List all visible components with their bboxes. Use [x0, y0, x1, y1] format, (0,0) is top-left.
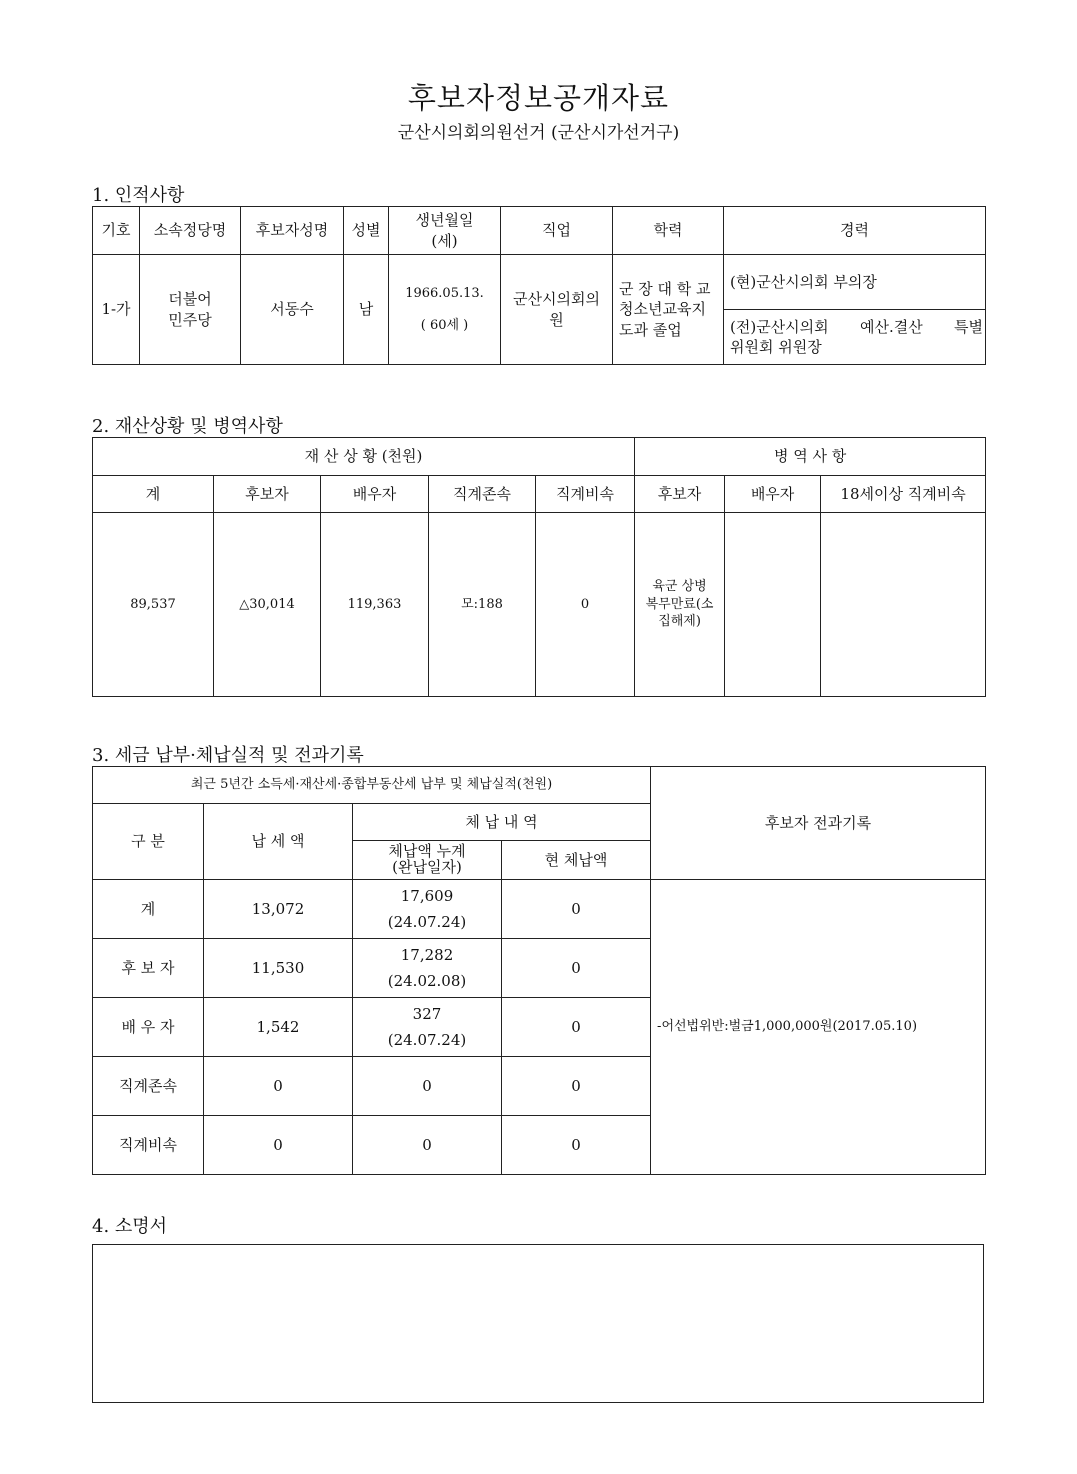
header-birth-l1: 생년월일	[415, 211, 474, 230]
military-header: 병 역 사 항	[635, 438, 986, 476]
property-col-candidate: 후보자	[214, 476, 321, 513]
tax-row-label: 계	[93, 880, 204, 939]
header-career: 경력	[724, 207, 986, 255]
tax-record-table	[92, 766, 986, 1175]
military-spouse	[725, 513, 821, 697]
statement-box	[92, 1244, 984, 1403]
cell-party-l1: 더불어	[168, 290, 212, 309]
cell-education-l2: 청소년교육지	[619, 300, 706, 319]
cell-gender: 남	[344, 255, 389, 365]
header-birth-l2: (세)	[431, 231, 458, 250]
tax-row-arrears-total: 327	[412, 1004, 442, 1023]
doc-subtitle: 군산시의회의원선거 (군산시가선거구)	[397, 123, 680, 143]
header-party: 소속정당명	[140, 207, 241, 255]
tax-row-label: 직계존속	[93, 1057, 204, 1116]
cell-name: 서동수	[241, 255, 344, 365]
tax-row-paid: 0	[204, 1057, 353, 1116]
property-col-descendants: 직계비속	[536, 476, 635, 513]
property-ascendants: 모:188	[429, 513, 536, 697]
property-spouse: 119,363	[321, 513, 429, 697]
military-col-children: 18세이상 직계비속	[821, 476, 986, 513]
cell-party-l2: 민주당	[168, 310, 212, 329]
cell-symbol: 1-가	[93, 255, 140, 365]
tax-col-arrears-total-l2: (완납일자)	[392, 858, 462, 876]
military-candidate-l1: 육군 상병	[652, 579, 707, 595]
tax-row-current: 0	[502, 880, 651, 939]
tax-row-arrears	[353, 880, 502, 939]
property-descendants: 0	[536, 513, 635, 697]
property-military-table	[92, 437, 986, 697]
criminal-record: -어선법위반:벌금1,000,000원(2017.05.10)	[651, 880, 986, 1175]
tax-col-arrears-total	[353, 841, 502, 880]
cell-education-l3: 도과 졸업	[619, 320, 682, 339]
cell-job-l1: 군산시의회의	[513, 290, 600, 309]
cell-career-2-l1: (전)군산시의회 예산.결산 특별	[730, 317, 983, 336]
tax-row-current: 0	[502, 1057, 651, 1116]
tax-row-paid: 13,072	[204, 880, 353, 939]
header-name: 후보자성명	[241, 207, 344, 255]
military-children	[821, 513, 986, 697]
doc-title: 후보자정보공개자료	[407, 81, 670, 115]
cell-education-l1: 군 장 대 학 교	[619, 280, 711, 299]
tax-row-arrears-date: (24.07.24)	[387, 1031, 467, 1049]
property-col-ascendants: 직계존속	[429, 476, 536, 513]
tax-col-paid: 납 세 액	[204, 804, 353, 880]
tax-row-label: 직계비속	[93, 1116, 204, 1175]
cell-birth-date: 1966.05.13.	[405, 285, 484, 301]
tax-row-paid: 1,542	[204, 998, 353, 1057]
section2-heading: 2. 재산상황 및 병역사항	[92, 416, 283, 437]
tax-col-arrears-total-l1: 체납액 누계	[388, 842, 466, 861]
property-total: 89,537	[93, 513, 214, 697]
cell-age: ( 60세 )	[420, 317, 469, 333]
personal-info-table	[92, 206, 986, 365]
tax-col-arrears: 체 납 내 역	[353, 804, 651, 841]
tax-row-current: 0	[502, 1116, 651, 1175]
tax-row-arrears	[353, 939, 502, 998]
tax-row-paid: 0	[204, 1116, 353, 1175]
property-header: 재 산 상 황 (천원)	[93, 438, 635, 476]
section4-heading: 4. 소명서	[92, 1216, 168, 1237]
tax-row-arrears-date: (24.02.08)	[387, 972, 467, 990]
section3-heading: 3. 세금 납부·체납실적 및 전과기록	[92, 745, 364, 766]
tax-header: 최근 5년간 소득세·재산세·종합부동산세 납부 및 체납실적(천원)	[93, 767, 651, 804]
cell-job-l2: 원	[549, 310, 564, 329]
header-job: 직업	[501, 207, 613, 255]
military-candidate	[635, 513, 725, 697]
military-col-candidate: 후보자	[635, 476, 725, 513]
tax-row-arrears-total: 17,282	[400, 945, 454, 964]
header-gender: 성별	[344, 207, 389, 255]
header-education: 학력	[613, 207, 724, 255]
cell-education	[613, 255, 724, 365]
military-col-spouse: 배우자	[725, 476, 821, 513]
tax-col-current: 현 체납액	[502, 841, 651, 880]
section1-heading: 1. 인적사항	[92, 185, 185, 206]
property-col-total: 계	[93, 476, 214, 513]
tax-row-current: 0	[502, 939, 651, 998]
tax-row-label: 후 보 자	[93, 939, 204, 998]
record-header: 후보자 전과기록	[651, 767, 986, 880]
cell-birth	[389, 255, 501, 365]
military-candidate-l3: 집해제)	[658, 614, 701, 630]
tax-row-current: 0	[502, 998, 651, 1057]
header-symbol: 기호	[93, 207, 140, 255]
tax-row-paid: 11,530	[204, 939, 353, 998]
tax-row-arrears	[353, 998, 502, 1057]
cell-party	[140, 255, 241, 365]
military-candidate-l2: 복무만료(소	[645, 596, 714, 612]
cell-career-2-l2: 위원회 위원장	[730, 338, 822, 356]
tax-row-arrears: 0	[353, 1057, 502, 1116]
tax-row-arrears: 0	[353, 1116, 502, 1175]
cell-career-1: (현)군산시의회 부의장	[724, 255, 986, 310]
tax-row-label: 배 우 자	[93, 998, 204, 1057]
tax-row-arrears-total: 17,609	[400, 886, 454, 905]
tax-row-arrears-date: (24.07.24)	[387, 913, 467, 931]
cell-career-2	[724, 310, 986, 365]
cell-job	[501, 255, 613, 365]
property-col-spouse: 배우자	[321, 476, 429, 513]
property-candidate: △30,014	[214, 513, 321, 697]
header-birth	[389, 207, 501, 255]
tax-col-category: 구 분	[93, 804, 204, 880]
